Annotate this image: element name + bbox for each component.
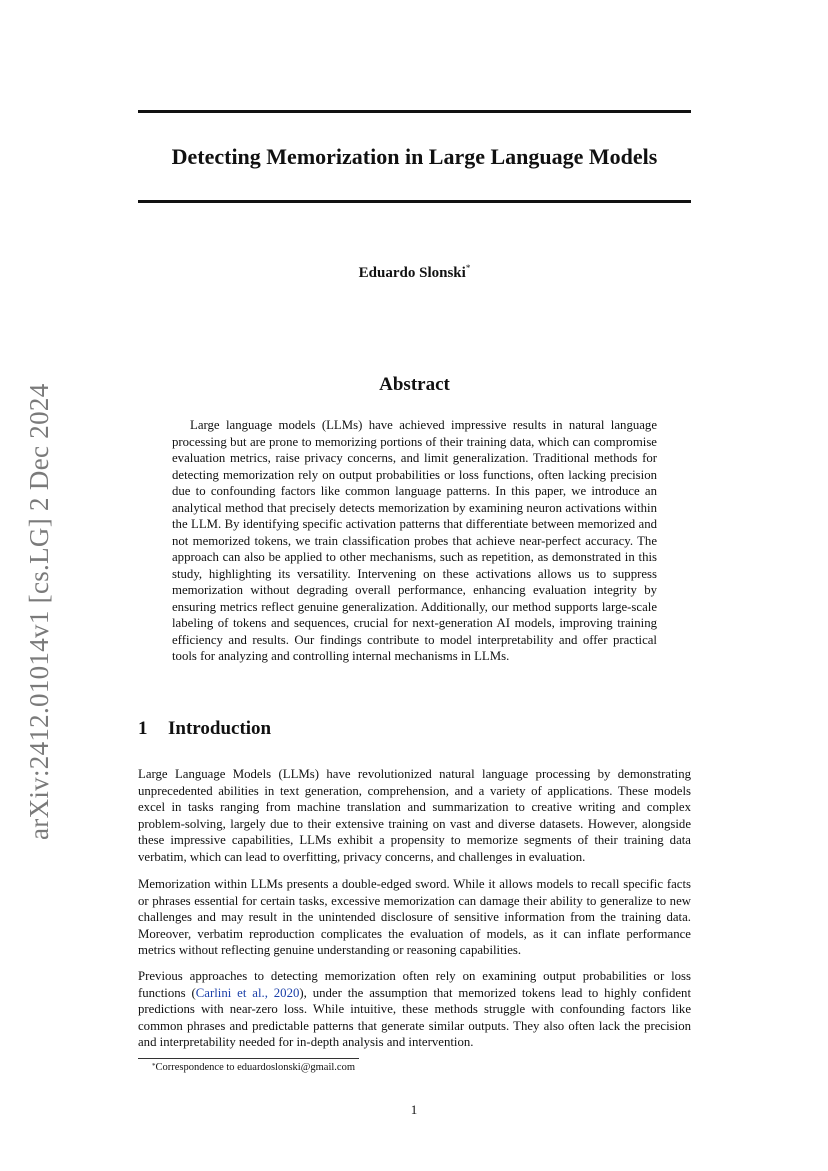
page-number: 1	[410, 1102, 418, 1117]
section-heading-introduction	[138, 718, 271, 740]
footnote-rule	[138, 1058, 359, 1059]
abstract-text: Large language models (LLMs) have achieved impressive results in natural language processing but are prone to memorizing portions of their training data, which can compromise evaluation metrics, raise privacy concerns, and limit generalization. Traditional methods for detecting memorization rely on output probabilities or loss functions, often lacking precision due to confounding factors like common language patterns. In this paper, we introduce an analytical method that precisely detects memorization by examining neuron activations within the LLM. By identifying specific activation patterns that differentiate between memorized and not memorized tokens, we train classification probes that achieve near-perfect accuracy. The approach can also be applied to other mechanisms, such as repetition, as demonstrated in this study, highlighting its versatility. Intervening on these activations allows us to suppress memorization without degrading overall performance, enhancing evaluation integrity by ensuring metrics reflect genuine generalization. Additionally, our method supports large-scale labeling of tokens and sequences, crucial for next-generation AI models, improving training efficiency and results. Our findings contribute to model interpretability and offer practical tools for analyzing and controlling internal mechanisms in LLMs.	[172, 418, 657, 663]
footnote-mark: *	[152, 1062, 156, 1070]
title-bottom-rule	[138, 200, 691, 203]
section-number: 1	[138, 718, 148, 739]
author-name: Eduardo Slonski	[358, 265, 466, 281]
intro-paragraph-1: Large Language Models (LLMs) have revolutionized natural language processing by demonstrating unprecedented abilities in text generation, comprehension, and a variety of applications. These models excel in tasks ranging from machine translation and summarization to creative writing and complex problem-solving, largely due to their extensive training on vast and diverse datasets. However, alongside these impressive capabilities, LLMs exhibit a propensity to memorize segments of their training data verbatim, which can lead to overfitting, privacy concerns, and challenges in evaluation.	[138, 767, 691, 864]
section-title: Introduction	[168, 718, 272, 739]
citation-author[interactable]: Carlini et al.	[195, 985, 265, 1000]
footnote-text: Correspondence to eduardoslonski@gmail.com	[155, 1062, 355, 1073]
author-footnote-mark[interactable]: *	[465, 263, 471, 273]
title-top-rule	[138, 110, 691, 113]
author-line	[138, 265, 691, 282]
citation-year[interactable]: 2020	[273, 985, 300, 1000]
citation-separator: ,	[264, 985, 274, 1000]
citation-link-carlini[interactable]	[196, 986, 300, 1000]
arxiv-identifier-stamp: arXiv:2412.01014v1 [cs.LG] 2 Dec 2024	[24, 383, 54, 840]
intro-paragraph-2: Memorization within LLMs presents a double-edged sword. While it allows models to recall specific facts or phrases essential for certain tasks, excessive memorization can damage their ability to generalize to new challenges and may result in the unintended disclosure of sensitive information from the training data. Moreover, verbatim reproduction complicates the evaluation of models, as it can inflate performance metrics without reflecting genuine understanding or reasoning capabilities.	[138, 877, 691, 958]
paper-title: Detecting Memorization in Large Language Models	[171, 144, 658, 169]
intro-p3-text-end: ), under the assumption that memorized tokens lead to highly confident predictions with near-zero loss. While intuitive, these methods struggle with confounding factors like common phrases and predictable patterns that generate similar outputs. They also often lack the precision and interpretability needed for in-depth analysis and intervention.	[138, 985, 691, 1050]
intro-paragraph-3	[138, 968, 691, 1051]
footnote	[152, 1062, 355, 1073]
abstract-heading: Abstract	[379, 374, 450, 395]
intro-p3-text-start: Previous approaches to detecting memorization often rely on examining output probabilities or loss functions (	[138, 969, 691, 1000]
